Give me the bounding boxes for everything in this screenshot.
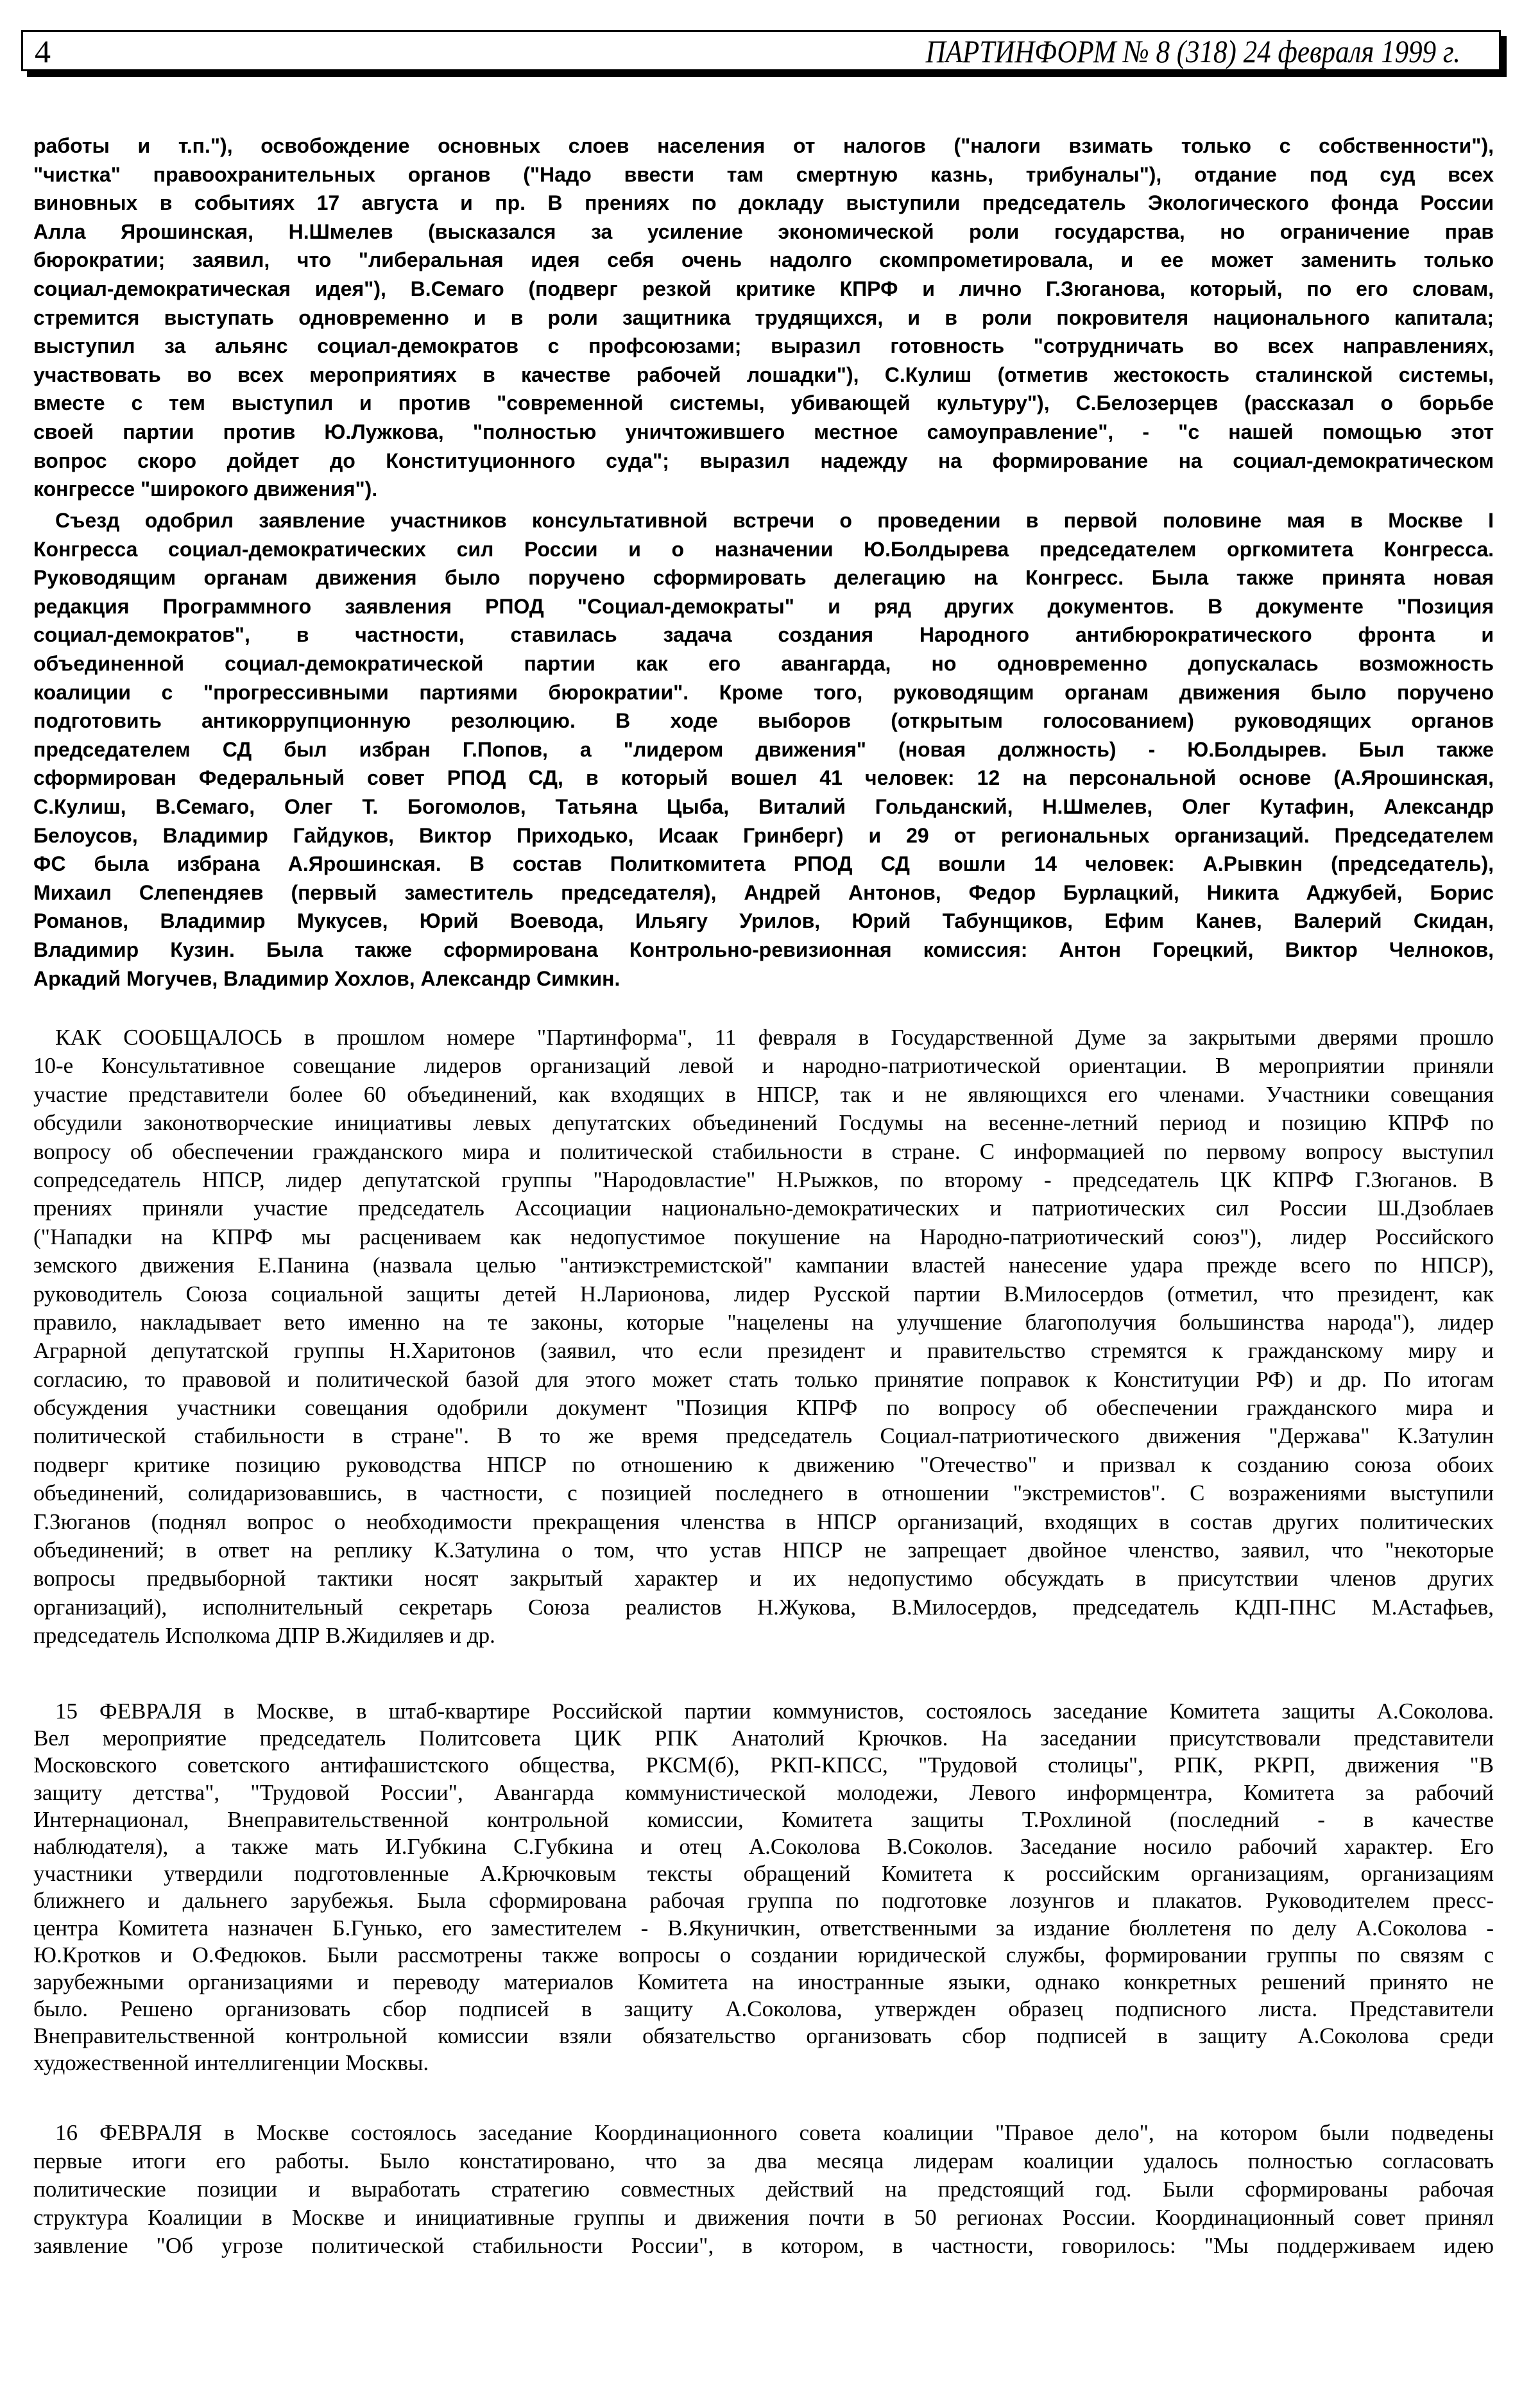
text-line: вопросы предвыборной тактики носят закрытый характер и их недопустимо обсуждать в присутствии членов других — [33, 1566, 1494, 1591]
text-line: выступил за альянс социал-демократов с профсоюзами; выразил готовность "сотрудничать во всех направлениях, — [33, 334, 1494, 358]
text-line: подверг критике позицию руководства НПСР по отношению к движению "Отечество" и призвал к созданию союза обоих — [33, 1452, 1494, 1477]
text-line: социал-демократов", в частности, ставилась задача создания Народного антибюрократического фронта и — [33, 623, 1494, 647]
text-line: структура Коалиции в Москве и инициативные группы и движения почти в 50 регионах России. Координационный совет принял — [33, 2205, 1494, 2230]
text-line: КАК СООБЩАЛОСЬ в прошлом номере "Партинформа", 11 февраля в Государственной Думе за закрытыми дверями прошло — [55, 1025, 1494, 1050]
text-line: Белоусов, Владимир Гайдуков, Виктор Приходько, Исаак Гринберг) и 29 от региональных организаций. Председателем — [33, 823, 1494, 847]
text-line: зарубежными организациями и переводу материалов Комитета на иностранные языки, однако конкретных решений принято не — [33, 1969, 1494, 1994]
text-line: Владимир Кузин. Была также сформирована Контрольно-ревизионная комиссия: Антон Горецкий, Виктор Челноков, — [33, 938, 1494, 961]
text-line: работы и т.п."), освобождение основных слоев населения от налогов ("налоги взимать только с собственности"), — [33, 134, 1494, 157]
text-line: обсуждения участники совещания одобрили документ "Позиция КПРФ по вопросу об обеспечении гражданского мира и — [33, 1395, 1494, 1421]
article-paragraph-congress-debate — [33, 132, 1494, 504]
text-line: художественной интеллигенции Москвы. — [33, 2050, 429, 2076]
text-line: объединений, солидаризовавшись, в частности, с позицией последнего в отношении "экстремистов". С возражениями выступили — [33, 1480, 1494, 1506]
text-line: объединений; в ответ на реплику К.Затулина о том, что устав НПСР не запрещает двойное членство, заявил, что "некоторые — [33, 1538, 1494, 1563]
text-line: объединенной социал-демократической партии как его авангарда, но одновременно допускалась возможность — [33, 651, 1494, 675]
text-line: Конгресса социал-демократических сил России и о назначении Ю.Болдырева председателем оргкомитета Конгресса. — [33, 537, 1494, 561]
issue-title: ПАРТИНФОРМ № 8 (318) 24 февраля 1999 г. — [925, 33, 1460, 69]
text-line: конгрессе "широкого движения"). — [33, 477, 378, 501]
text-line: было. Решено организовать сбор подписей в защиту А.Соколова, утвержден образец подписного листа. Представители — [33, 1996, 1494, 2022]
text-line: организаций), исполнительный секретарь Союза реалистов Н.Жукова, В.Милосердов, председатель КДП-ПНС М.Астафьев, — [33, 1594, 1494, 1620]
text-line: заявление "Об угрозе политической стабильности России", в котором, в частности, говорилось: "Мы поддерживаем идею — [33, 2233, 1494, 2258]
text-line: С.Кулиш, В.Семаго, Олег Т. Богомолов, Татьяна Цыба, Виталий Гольданский, Н.Шмелев, Олег Кутафин, Александр — [33, 794, 1494, 818]
text-line: редакция Программного заявления РПОД "Социал-демократы" и ряд других документов. В документе "Позиция — [33, 594, 1494, 618]
text-line: вопрос скоро дойдет до Конституционного суда"; выразил надежду на формирование на социал-демократическом — [33, 449, 1494, 472]
text-line: вопросу об обеспечении гражданского мира и политической стабильности в стране. С информацией по первому вопросу выступил — [33, 1138, 1494, 1164]
text-line: ("Нападки на КПРФ мы расцениваем как недопустимое покушение на Народно-патриотический союз"), лидер Российского — [33, 1224, 1494, 1249]
text-line: наблюдателя), а также мать И.Губкина С.Губкина и отец А.Соколова В.Соколов. Заседание носило рабочий характер. Его — [33, 1833, 1494, 1859]
page-number: 4 — [35, 33, 51, 69]
text-line: участие представители более 60 объединений, как входящих в НПСР, так и не являющихся его членами. Участники совещания — [33, 1081, 1494, 1107]
news-item-feb-15 — [33, 1698, 1494, 2077]
text-line: председателем СД был избран Г.Попов, а "лидером движения" (новая должность) - Ю.Болдырев. Был также — [33, 737, 1494, 761]
text-line: первые итоги его работы. Было констатировано, что за два месяца лидерам коалиции удалось полностью согласовать — [33, 2148, 1494, 2173]
text-line: 10-е Консультативное совещание лидеров организаций левой и народно-патриотической ориентации. В мероприятии приняли — [33, 1053, 1494, 1079]
news-item-feb-16 — [33, 2119, 1494, 2260]
text-line: правило, накладывает вето именно на те законы, которые "нацелены на улучшение благополучия большинства народа"), лидер — [33, 1309, 1494, 1335]
text-line: "чистка" правоохранительных органов ("Надо ввести там смертную казнь, трибуналы"), отдание под суд всех — [33, 162, 1494, 186]
text-line: руководитель Союза социальной защиты детей Н.Ларионова, лидер Русской партии В.Милосердов (отметил, что президент, как — [33, 1281, 1494, 1307]
text-line: Аграрной депутатской группы Н.Харитонов (заявил, что если президент и правительство стремятся к гражданскому миру и — [33, 1338, 1494, 1364]
news-item-consultative-meeting — [33, 1024, 1494, 1650]
text-line: центра Комитета назначен Б.Гунько, его заместителем - В.Якуничкин, ответственными за издание бюллетеня по делу А.Соколова - — [33, 1915, 1494, 1941]
text-line: Аркадий Могучев, Владимир Хохлов, Александр Симкин. — [33, 966, 620, 990]
text-line: Алла Ярошинская, Н.Шмелев (высказался за усиление экономической роли государства, но ограничение прав — [33, 219, 1494, 243]
text-line: ближнего и дальнего зарубежья. Была сформирована рабочая группа по подготовке лозунгов и плакатов. Руководителем пресс- — [33, 1888, 1494, 1914]
text-line: Съезд одобрил заявление участников консультативной встречи о проведении в первой половине мая в Москве I — [55, 509, 1494, 532]
text-line: Романов, Владимир Мукусев, Юрий Воевода, Ильягу Урилов, Юрий Табунщиков, Ефим Канев, Валерий Скидан, — [33, 909, 1494, 933]
text-line: коалиции с "прогрессивными партиями бюрократии". Кроме того, руководящим органам движения было поручено — [33, 680, 1494, 704]
text-line: земского движения Е.Панина (назвала целью "антиэкстремистской" кампании властей нанесение удара прежде всего по НПСР), — [33, 1253, 1494, 1278]
text-line: бюрократии; заявил, что "либеральная идея себя очень надолго скомпрометировала, и ее может заменить только — [33, 248, 1494, 272]
text-line: Внеправительственной контрольной комиссии взяли обязательство организовать сбор подписей в защиту А.Соколова среди — [33, 2023, 1494, 2049]
text-line: председатель Исполкома ДПР В.Жидиляев и др. — [33, 1623, 495, 1649]
text-line: 16 ФЕВРАЛЯ в Москве состоялось заседание Координационного совета коалиции "Правое дело", на котором были подведены — [55, 2120, 1494, 2145]
text-line: 15 ФЕВРАЛЯ в Москве, в штаб-квартире Российской партии коммунистов, состоялось заседание Комитета защиты А.Соколова. — [55, 1699, 1494, 1724]
text-line: Вел мероприятие председатель Политсовета ЦИК РПК Анатолий Крючков. На заседании присутствовали представители — [33, 1726, 1494, 1751]
article-paragraph-congress-decisions — [33, 506, 1494, 993]
text-line: участвовать во всех мероприятиях в качестве рабочей лошадки"), С.Кулиш (отметив жестокость сталинской системы, — [33, 363, 1494, 386]
text-line: политической стабильности в стране". В то же время председатель Социал-патриотического движения "Держава" К.Затулин — [33, 1423, 1494, 1449]
text-line: Ю.Кротков и О.Федюков. Были рассмотрены также вопросы о создании юридической службы, формировании группы по связям с — [33, 1942, 1494, 1967]
page-header — [21, 30, 1501, 71]
text-line: Московского советского антифашистского общества, РКСМ(б), РКП-КПСС, "Трудовой столицы", РПК, РКРП, движения "В — [33, 1752, 1494, 1778]
text-line: обсудили законотворческие инициативы левых депутатских объединений Госдумы на весенне-летний период и позицию КПРФ по — [33, 1110, 1494, 1136]
text-line: Михаил Слепендяев (первый заместитель председателя), Андрей Антонов, Федор Бурлацкий, Никита Аджубей, Борис — [33, 880, 1494, 904]
text-line: виновных в событиях 17 августа и пр. В прениях по докладу выступили председатель Экологического фонда России — [33, 191, 1494, 215]
text-line: согласию, то правовой и политической базой для этого может стать только принятие поправок к Конституции РФ) и др. По итогам — [33, 1366, 1494, 1392]
text-line: защиту детства", "Трудовой России", Авангарда коммунистической молодежи, Левого информцентра, Комитета за рабочий — [33, 1779, 1494, 1805]
text-line: социал-демократическая идея"), В.Семаго (подверг резкой критике КПРФ и лично Г.Зюганова, который, по его словам, — [33, 277, 1494, 300]
text-line: участники утвердили подготовленные А.Крючковым тексты обращений Комитета к российским организациям, организациям — [33, 1861, 1494, 1887]
text-line: сформирован Федеральный совет РПОД СД, в который вошел 41 человек: 12 на персональной основе (А.Ярошинская, — [33, 766, 1494, 790]
text-line: сопредседатель НПСР, лидер депутатской группы "Народовластие" Н.Рыжков, по второму - председатель ЦК КПРФ Г.Зюганов. В — [33, 1167, 1494, 1192]
text-line: политические позиции и выработать стратегию совместных действий на предстоящий год. Были сформированы рабочая — [33, 2177, 1494, 2202]
text-line: своей партии против Ю.Лужкова, "полностью уничтожившего местное самоуправление", - "с нашей помощью этот — [33, 420, 1494, 443]
text-line: Интернационал, Внеправительственной контрольной комиссии, Комитета защиты Т.Рохлиной (последний - в качестве — [33, 1806, 1494, 1832]
text-line: ФС была избрана А.Ярошинская. В состав Политкомитета РПОД СД вошли 14 человек: А.Рывкин (председатель), — [33, 852, 1494, 876]
text-line: стремится выступать одновременно и в роли защитника трудящихся, и в роли покровителя национального капитала; — [33, 305, 1494, 329]
text-line: Г.Зюганов (поднял вопрос о необходимости прекращения членства в НПСР организаций, входящих в состав других политических — [33, 1509, 1494, 1534]
text-line: вместе с тем выступил и против "современной системы, убивающей культуру"), С.Белозерцев (рассказал о борьбе — [33, 391, 1494, 415]
text-line: подготовить антикоррупционную резолюцию. В ходе выборов (открытым голосованием) руководящих органов — [33, 709, 1494, 733]
text-line: Руководящим органам движения было поручено сформировать делегацию на Конгресс. Была также принята новая — [33, 566, 1494, 590]
text-line: прениях приняли участие председатель Ассоциации национально-демократических и патриотических сил России Ш.Дзоблаев — [33, 1195, 1494, 1221]
